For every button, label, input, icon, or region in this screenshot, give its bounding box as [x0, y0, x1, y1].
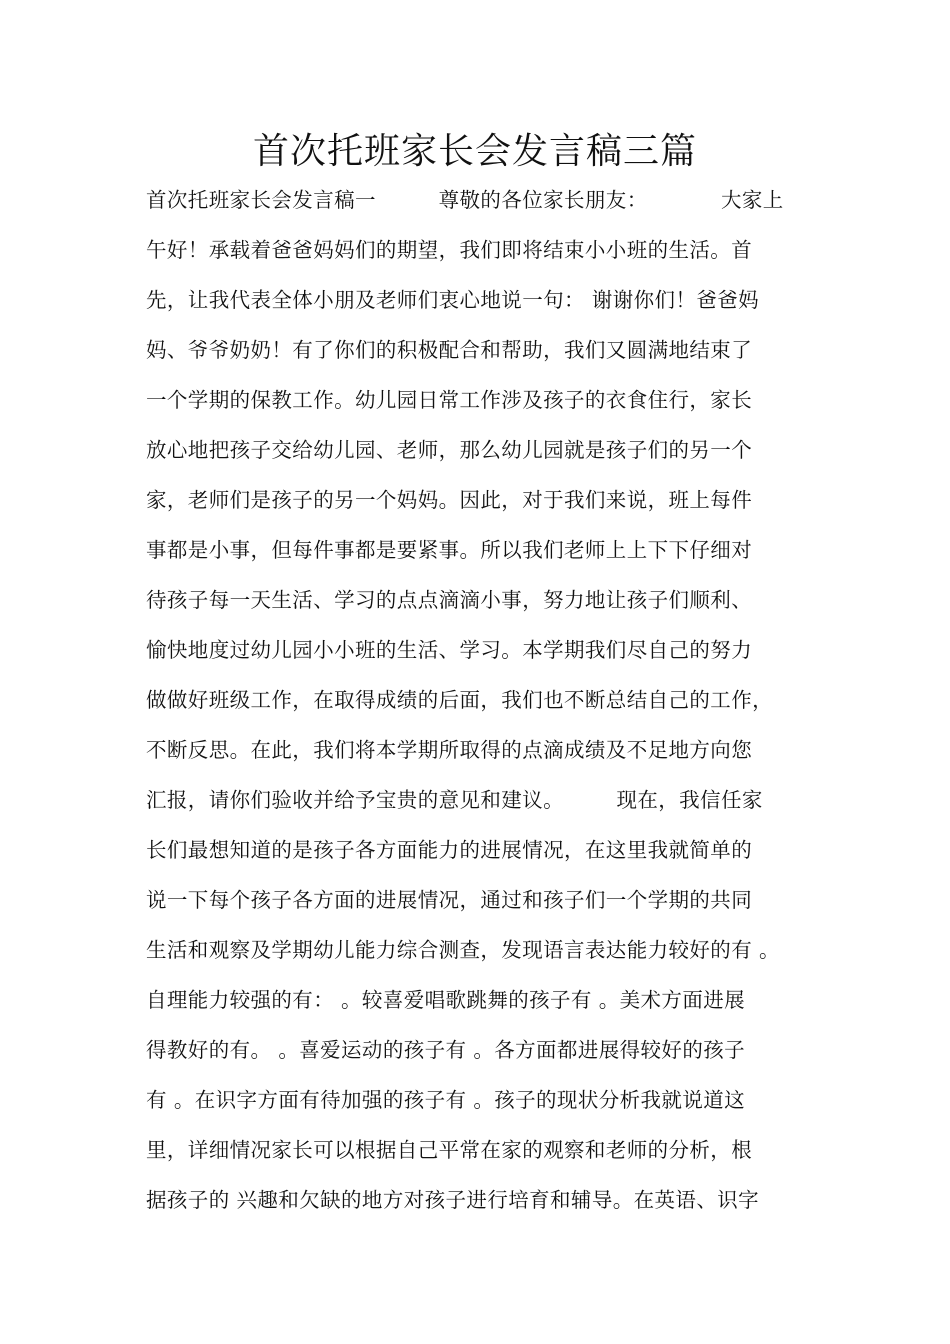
text-line: 放心地把孩子交给幼儿园、老师，那么幼儿园就是孩子们的另一个 — [146, 438, 753, 462]
text-line: 有 。在识字方面有待加强的孩子有 。孩子的现状分析我就说道这 — [146, 1088, 746, 1112]
text-line: 妈、爷爷奶奶！有了你们的积极配合和帮助，我们又圆满地结束了 — [146, 338, 753, 362]
text-line: 长们最想知道的是孩子各方面能力的进展情况，在这里我就简单的 — [146, 838, 753, 862]
text-line: 午好！承载着爸爸妈妈们的期望，我们即将结束小小班的生活。首 — [146, 238, 753, 262]
text-line: 不断反思。在此，我们将本学期所取得的点滴成绩及不足地方向您 — [146, 738, 753, 762]
text-line: 事都是小事，但每件事都是要紧事。所以我们老师上上下下仔细对 — [146, 538, 753, 562]
document-body — [146, 182, 836, 1232]
text-line: 愉快地度过幼儿园小小班的生活、学习。本学期我们尽自己的努力 — [146, 638, 753, 662]
text-line: 待孩子每一天生活、学习的点点滴滴小事，努力地让孩子们顺利、 — [146, 588, 753, 612]
document-title: 首次托班家长会发言稿三篇 — [252, 131, 697, 172]
text-line: 说一下每个孩子各方面的进展情况，通过和孩子们一个学期的共同 — [146, 888, 753, 912]
text-line: 自理能力较强的有： 。较喜爱唱歌跳舞的孩子有 。美术方面进展 — [146, 988, 746, 1012]
text-line: 得教好的有。 。喜爱运动的孩子有 。各方面都进展得较好的孩子 — [146, 1038, 746, 1062]
text-line: 先，让我代表全体小朋及老师们衷心地说一句： 谢谢你们！爸爸妈 — [146, 288, 760, 312]
text-line: 生活和观察及学期幼儿能力综合测查，发现语言表达能力较好的有 。 — [146, 938, 780, 962]
text-line: 汇报，请你们验收并给予宝贵的意见和建议。 现在，我信任家 — [146, 788, 763, 812]
text-line: 家，老师们是孩子的另一个妈妈。因此，对于我们来说，班上每件 — [146, 488, 753, 512]
text-line: 据孩子的 兴趣和欠缺的地方对孩子进行培育和辅导。在英语、识字 — [146, 1188, 760, 1212]
text-line: 里，详细情况家长可以根据自己平常在家的观察和老师的分析，根 — [146, 1138, 753, 1162]
text-line: 一个学期的保教工作。幼儿园日常工作涉及孩子的衣食住行，家长 — [146, 388, 753, 412]
text-line: 首次托班家长会发言稿一 尊敬的各位家长朋友： 大家上 — [146, 188, 784, 212]
text-line: 做做好班级工作，在取得成绩的后面，我们也不断总结自己的工作， — [146, 688, 773, 712]
